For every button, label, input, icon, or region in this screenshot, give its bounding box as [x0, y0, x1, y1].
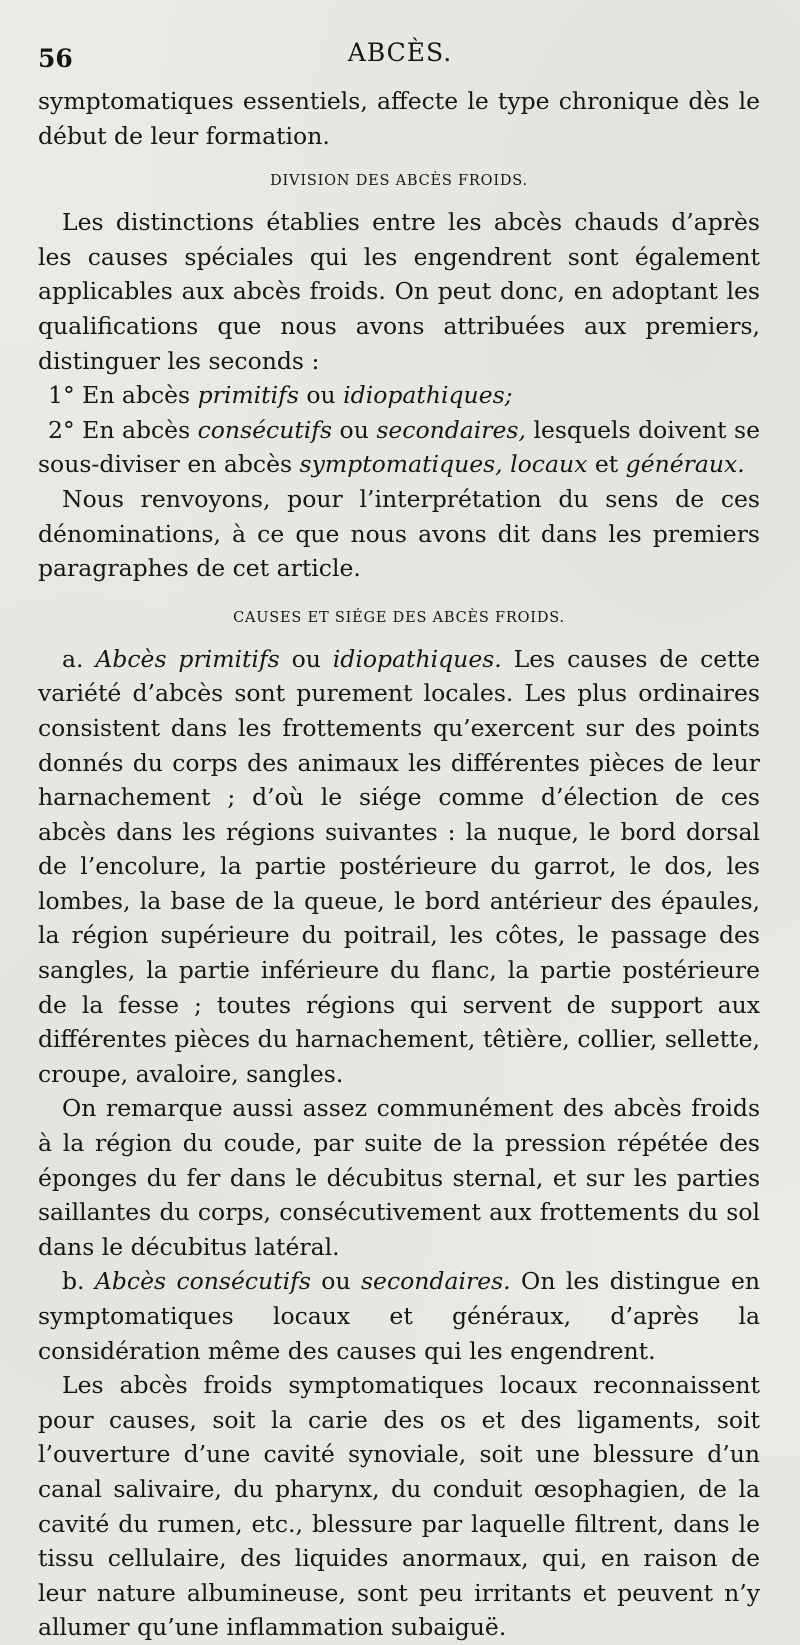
body-text	[38, 84, 760, 1645]
term-secondaires-2: secondaires.	[361, 1267, 511, 1296]
paragraph-a-connector: ou	[279, 644, 333, 673]
list-item-2-connector-1: ou	[332, 415, 377, 444]
term-idiopathiques: idiopathiques;	[343, 381, 513, 410]
term-consecutifs: consécutifs	[197, 415, 333, 444]
paragraph-a-prefix: a.	[62, 644, 96, 673]
paragraph-a-text: Les causes de cette variété d’abcès sont purement locales. Les plus ordinaires consistent dans les frottements qu’exercent sur des points donnés du corps des animaux les différentes pièces de leur harnachement ; d’où le siége comme d’élection de ces abcès dans les régions suivantes : la nuque, le bord dorsal de l’encolure, la partie postérieure du garrot, le dos, les lombes, la base de la queue, le bord antérieur des épaules, la région supérieure du poitrail, les côtes, le passage des sangles, la partie inférieure du flanc, la partie postérieure de la fesse ; toutes régions qui servent de support aux différentes pièces du harnachement, têtière, collier, sellette, croupe, avaloire, sangles.	[38, 644, 761, 1088]
list-item-2-connector-3: et	[587, 450, 626, 479]
term-symptomatiques-locaux: symptomatiques, locaux	[299, 450, 588, 479]
term-primitifs: primitifs	[197, 381, 299, 410]
list-item-1	[38, 378, 760, 413]
term-abces-primitifs: Abcès primitifs	[95, 644, 280, 673]
running-title: ABCÈS.	[347, 38, 453, 67]
paragraph-b-connector: ou	[310, 1267, 361, 1296]
paragraph-b	[38, 1264, 760, 1368]
paragraph-symptomatiques-locaux: Les abcès froids symptomatiques locaux reconnaissent pour causes, soit la carie des os et des ligaments, soit l’ouverture d’une cavité synoviale, soit une blessure d’un canal salivaire, du pharynx, du conduit œsophagien, de la cavité du rumen, etc., blessure par laquelle filtrent, dans le tissu cellulaire, des liquides anormaux, qui, en raison de leur nature albumineuse, sont peu irritants et peuvent n’y allumer qu’une inflammation subaiguë.	[38, 1371, 760, 1642]
paragraph-distinctions: Les distinctions établies entre les abcès chauds d’après les causes spéciales qui les engendrent sont également applicables aux abcès froids. On peut donc, en adoptant les qualifications que nous avons attribuées aux premiers, distinguer les seconds :	[38, 208, 760, 375]
list-item-2	[38, 413, 760, 482]
term-abces-consecutifs: Abcès consécutifs	[94, 1267, 311, 1296]
page-header	[38, 38, 762, 78]
list-item-1-prefix: 1° En abcès	[48, 381, 198, 410]
paragraph-a	[38, 642, 760, 1092]
term-idiopathiques-2: idiopathiques.	[332, 644, 502, 673]
list-item-2-connector-2: lesquels doivent se sous-diviser en abcès	[38, 415, 760, 479]
paragraph-renvoyons: Nous renvoyons, pour l’interprétation du sens de ces dénominations, à ce que nous avons dit dans les premiers paragraphes de cet article.	[38, 484, 760, 583]
paragraph-b-text: On les distingue en symptomatiques locaux et généraux, d’après la considération même des causes qui les engendrent.	[38, 1267, 760, 1365]
term-secondaires: secondaires,	[376, 415, 526, 444]
list-item-1-connector: ou	[298, 381, 344, 410]
term-generaux: généraux.	[625, 450, 745, 479]
page-number: 56	[38, 44, 73, 73]
section-heading-division: DIVISION DES ABCÈS FROIDS.	[270, 173, 528, 190]
paragraph-continuation: symptomatiques essentiels, affecte le type chronique dès le début de leur formation.	[38, 87, 760, 150]
section-heading-causes: CAUSES ET SIÉGE DES ABCÈS FROIDS.	[233, 609, 565, 626]
list-item-2-prefix: 2° En abcès	[48, 415, 198, 444]
paragraph-remarque: On remarque aussi assez communément des abcès froids à la région du coude, par suite de la pression répétée des éponges du fer dans le décubitus sternal, et sur les parties saillantes du corps, consécutivement aux frottements du sol dans le décubitus latéral.	[38, 1094, 760, 1261]
paragraph-b-prefix: b.	[62, 1267, 95, 1296]
